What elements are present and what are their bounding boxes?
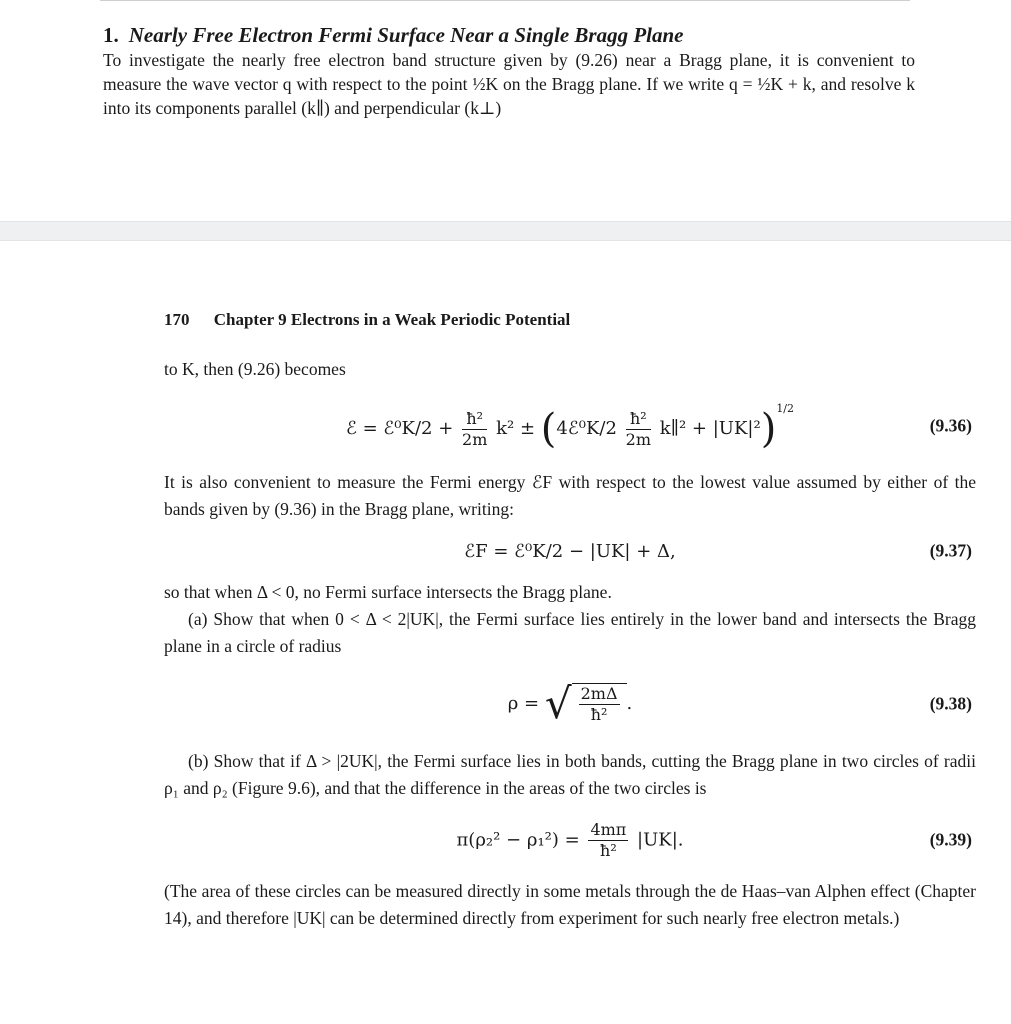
equation-9-38 [164, 660, 976, 748]
problem-title [103, 22, 915, 48]
book-page [164, 310, 976, 932]
equation-label: (9.38) [929, 693, 972, 714]
problem-block [103, 22, 915, 120]
problem-title-text: Nearly Free Electron Fermi Surface Near a Single Bragg Plane [128, 23, 684, 47]
chapter-title: Chapter 9 Electrons in a Weak Periodic Potential [213, 310, 571, 329]
equation-9-36-body: ℰ = ℰ⁰K/2 + $\frac{\text{ħ²}}{2m}$ k² ± (4ℰ⁰K/2 $\frac{\text{ħ²}}{2m}$ k∥² + |UK|²)$^{1/2}$ [345, 402, 795, 453]
problem-intro: To investigate the nearly free electron band structure given by (9.26) near a Bragg plane, it is convenient to measure the wave vector q with respect to the point ½K on the Bragg plane. If we write q = ½K + k, and resolve k into its components parallel (k∥) and perpendicular (k⊥) [103, 50, 915, 118]
paragraph-3: so that when Δ < 0, no Fermi surface intersects the Bragg plane. [164, 582, 612, 602]
equation-label: (9.37) [929, 540, 972, 561]
paragraph-part-a: (a) Show that when 0 < Δ < 2|UK|, the Fermi surface lies entirely in the lower band and intersects the Bragg plane in a circle of radius [164, 609, 976, 656]
page-number: 170 [164, 310, 190, 329]
equation-9-39-body: π(ρ₂² − ρ₁²) = $\frac{4m\pi}{\text{ħ²}}$ |UK|. [456, 819, 684, 860]
top-rule [100, 0, 910, 1]
equation-9-37 [164, 523, 976, 579]
page-header [164, 310, 976, 334]
equation-9-37-body: ℰF = ℰ⁰K/2 − |UK| + Δ, [464, 540, 676, 562]
paragraph-2: It is also convenient to measure the Fermi energy ℰF with respect to the lowest value assumed by either of the bands given by (9.36) in the Bragg plane, writing: [164, 472, 976, 519]
equation-label: (9.36) [929, 415, 972, 436]
equation-9-38-body: ρ = √ $\frac{2m\Delta}{\text{ħ²}}$ . [507, 679, 633, 728]
equation-9-39 [164, 802, 976, 878]
equation-9-36 [164, 383, 976, 469]
page-divider [0, 221, 1011, 241]
problem-number: 1. [103, 23, 119, 47]
paragraph-1: to K, then (9.26) becomes [164, 359, 346, 379]
equation-label: (9.39) [929, 829, 972, 850]
paragraph-closing-note: (The area of these circles can be measured directly in some metals through the de Haas–van Alphen effect (Chapter 14), and therefore |UK| can be determined directly from experiment for such nearly free electron metals.) [164, 881, 976, 928]
paragraph-part-b: (b) Show that if Δ > |2UK|, the Fermi surface lies in both bands, cutting the Bragg plane in two circles of radii ρ₁ and ρ₂ (Figure 9.6), and that the difference in the areas of the two circles is [164, 751, 976, 798]
